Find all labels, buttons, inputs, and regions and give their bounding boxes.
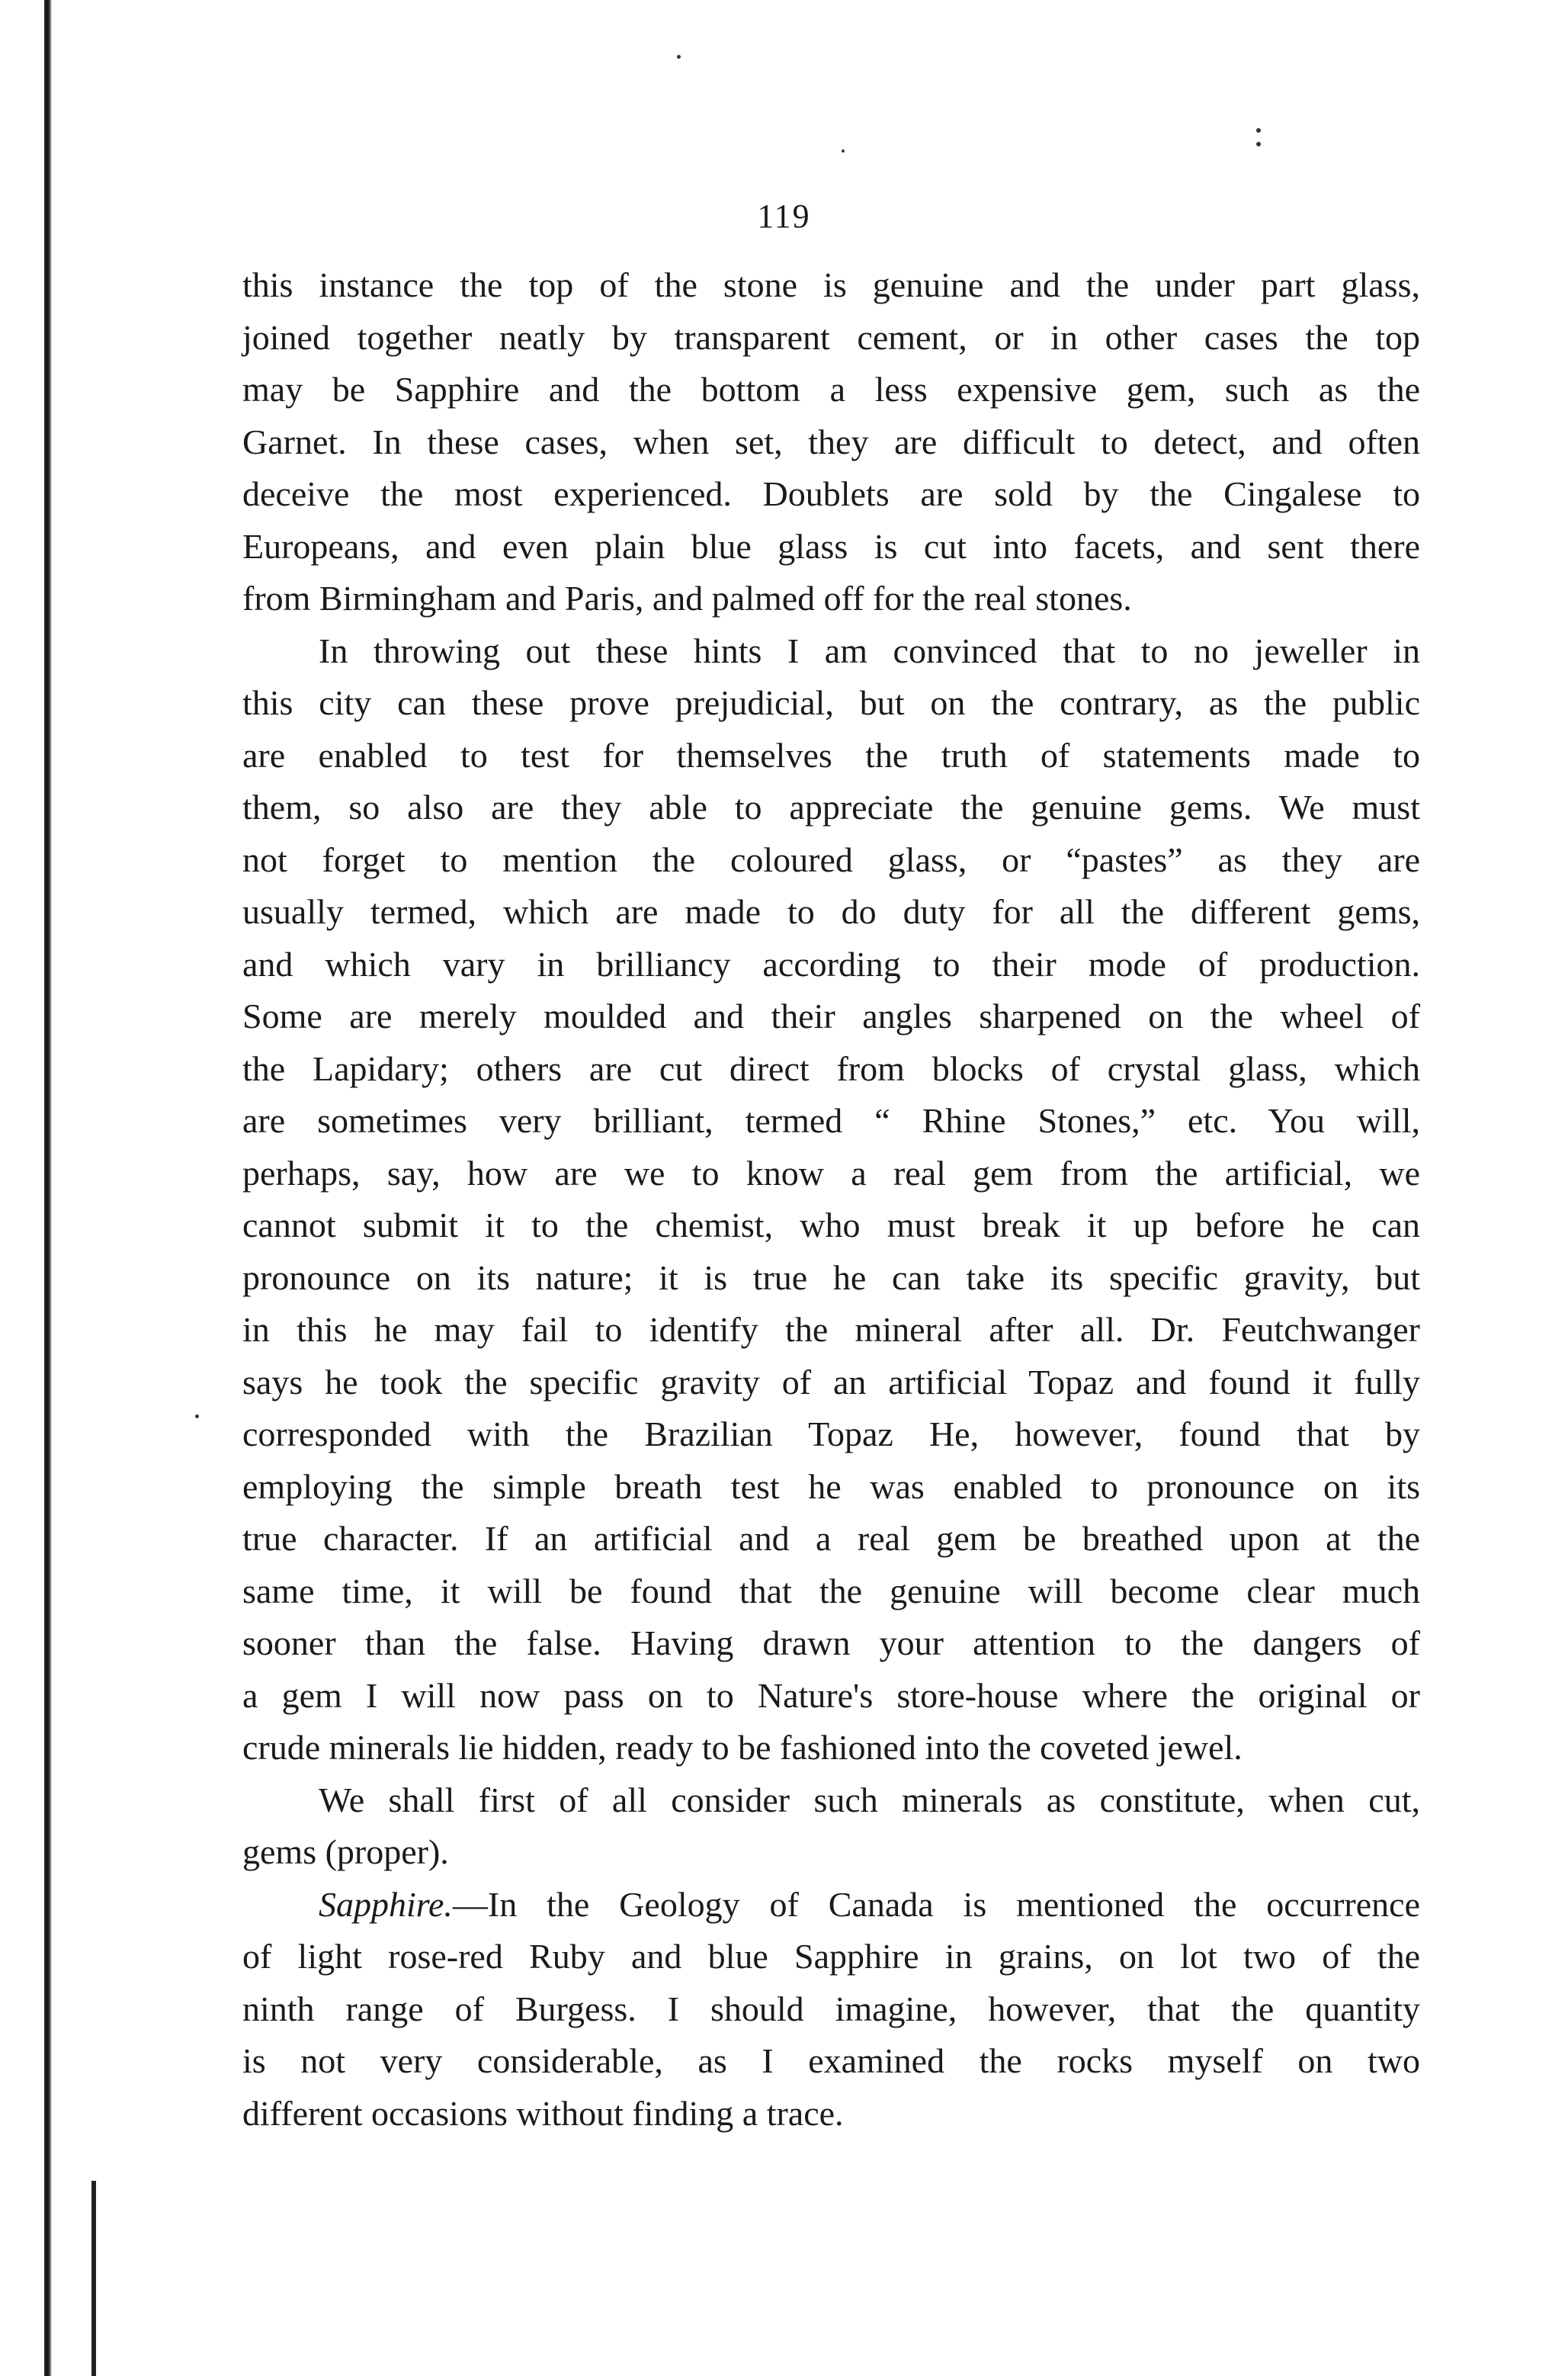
text-line: Europeans, and even plain blue glass is cut into facets, and sent there [242, 526, 1420, 566]
section-heading-sapphire: Sapphire. [319, 1884, 453, 1924]
text-line: Garnet. In these cases, when set, they are difficult to detect, and often [242, 422, 1420, 461]
body-text [242, 259, 1420, 2140]
text-line: different occasions without finding a trace. [242, 2093, 844, 2133]
text-line: Some are merely moulded and their angles sharpened on the wheel of [242, 997, 1420, 1035]
text-line: this instance the top of the stone is genuine and the under part glass, [242, 265, 1420, 304]
text-line: true character. If an artificial and a real gem be breathed upon at the [242, 1519, 1420, 1558]
text-line: them, so also are they able to appreciate the genuine gems. We must [242, 788, 1420, 827]
text-line: this city can these prove prejudicial, but on the contrary, as the public [242, 683, 1420, 722]
text-line: gems (proper). [242, 1832, 449, 1871]
speck-mark [195, 1414, 199, 1418]
text-line: a gem I will now pass on to Nature's store-house where the original or [242, 1675, 1420, 1715]
speck-mark [1256, 142, 1261, 146]
page-number: 119 [757, 197, 811, 235]
text-line: is not very considerable, as I examined the rocks myself on two [242, 2041, 1420, 2080]
text-line: are enabled to test for themselves the truth of statements made to [242, 735, 1420, 775]
text-line: deceive the most experienced. Doublets are sold by the Cingalese to [242, 474, 1420, 513]
text-line: crude minerals lie hidden, ready to be fashioned into the coveted jewel. [242, 1728, 1243, 1767]
text-line: employing the simple breath test he was enabled to pronounce on its [242, 1466, 1420, 1506]
speck-mark [842, 149, 845, 153]
speck-mark [677, 55, 681, 59]
text-line-rest: —In the Geology of Canada is mentioned the occurrence [452, 1884, 1420, 1924]
text-line: and which vary in brilliancy according to their mode of production. [242, 944, 1420, 984]
binding-edge [44, 0, 52, 2376]
binding-edge-lower [91, 2181, 96, 2376]
text-line: same time, it will be found that the genuine will become clear much [242, 1571, 1420, 1610]
text-line: says he took the specific gravity of an artificial Topaz and found it fully [242, 1362, 1420, 1402]
text-line: perhaps, say, how are we to know a real gem from the artificial, we [242, 1153, 1420, 1193]
text-line [242, 1879, 1420, 1931]
text-line: cannot submit it to the chemist, who must break it up before he can [242, 1206, 1420, 1244]
text-line: We shall first of all consider such minerals as constitute, when cut, [319, 1780, 1420, 1819]
text-line: may be Sapphire and the bottom a less expensive gem, such as the [242, 370, 1420, 409]
text-line: ninth range of Burgess. I should imagine, however, that the quantity [242, 1989, 1420, 2028]
text-line: of light rose-red Ruby and blue Sapphire in grains, on lot two of the [242, 1937, 1420, 1976]
text-line: are sometimes very brilliant, termed “ Rhine Stones,” etc. You will, [242, 1101, 1420, 1140]
text-line: corresponded with the Brazilian Topaz He, however, found that by [242, 1414, 1420, 1453]
text-line: sooner than the false. Having drawn your attention to the dangers of [242, 1623, 1420, 1662]
text-line: usually termed, which are made to do duty for all the different gems, [242, 892, 1420, 931]
text-line: not forget to mention the coloured glass, or “pastes” as they are [242, 840, 1420, 879]
text-line: joined together neatly by transparent cement, or in other cases the top [242, 317, 1420, 357]
text-line: In throwing out these hints I am convinced that to no jeweller in [319, 631, 1420, 670]
text-line: from Birmingham and Paris, and palmed off for the real stones. [242, 579, 1132, 618]
text-line: the Lapidary; others are cut direct from blocks of crystal glass, which [242, 1048, 1420, 1088]
speck-mark [1256, 128, 1261, 133]
text-line: in this he may fail to identify the mineral after all. Dr. Feutchwanger [242, 1310, 1420, 1349]
text-line: pronounce on its nature; it is true he can take its specific gravity, but [242, 1257, 1420, 1297]
